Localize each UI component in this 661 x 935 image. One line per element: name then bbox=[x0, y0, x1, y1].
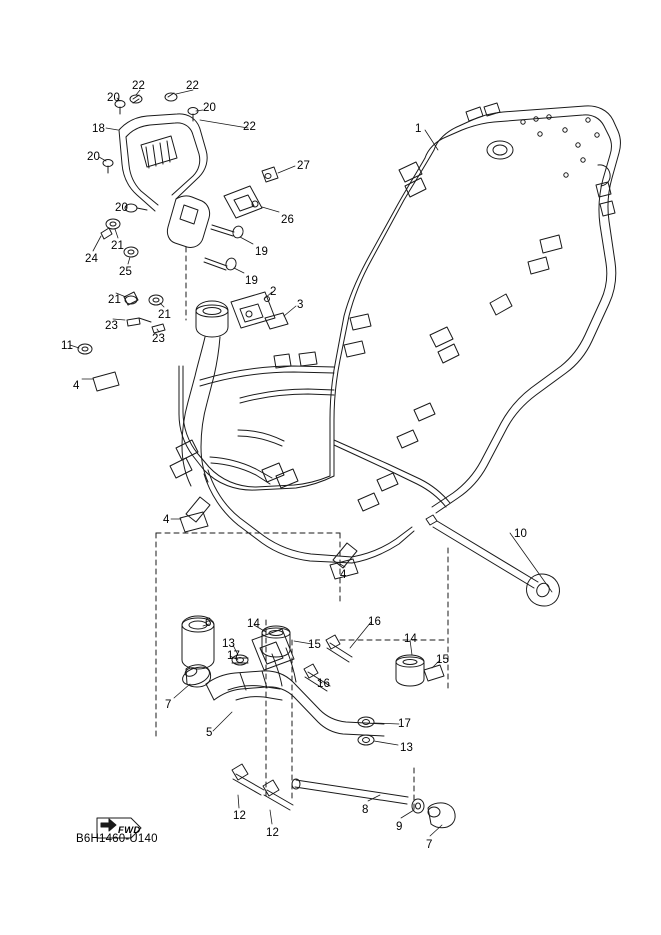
callout-number: 16 bbox=[317, 678, 330, 690]
callout-number: 10 bbox=[514, 528, 527, 540]
callout-number: 7 bbox=[426, 839, 433, 851]
callout-number: 25 bbox=[119, 266, 132, 278]
fwd-direction-label: FWD bbox=[118, 825, 141, 836]
callout-number: 19 bbox=[245, 275, 258, 287]
callout-number: 23 bbox=[105, 320, 118, 332]
callout-number: 18 bbox=[92, 123, 105, 135]
callout-number: 21 bbox=[111, 240, 124, 252]
callout-number: 5 bbox=[206, 727, 213, 739]
callout-number: 9 bbox=[396, 821, 403, 833]
callout-number: 4 bbox=[163, 514, 170, 526]
main-frame-outline bbox=[179, 103, 620, 563]
callout-number: 15 bbox=[308, 639, 321, 651]
callout-number: 22 bbox=[132, 80, 145, 92]
callout-number: 12 bbox=[266, 827, 279, 839]
callout-number: 14 bbox=[247, 618, 260, 630]
callout-number: 20 bbox=[107, 92, 120, 104]
callout-number: 22 bbox=[186, 80, 199, 92]
callout-number: 20 bbox=[203, 102, 216, 114]
callout-number: 12 bbox=[233, 810, 246, 822]
callout-number: 20 bbox=[87, 151, 100, 163]
callout-number: 7 bbox=[165, 699, 172, 711]
callout-number: 1 bbox=[415, 123, 422, 135]
callout-number: 19 bbox=[255, 246, 268, 258]
callout-number: 13 bbox=[400, 742, 413, 754]
long-bolt-10 bbox=[426, 515, 559, 606]
callout-number: 4 bbox=[73, 380, 80, 392]
callout-number: 22 bbox=[243, 121, 256, 133]
callout-number: 3 bbox=[297, 299, 304, 311]
diagram-part-code: B6H1460-U140 bbox=[76, 833, 158, 845]
callout-number: 26 bbox=[281, 214, 294, 226]
callout-number: 8 bbox=[362, 804, 369, 816]
callout-number: 16 bbox=[368, 616, 381, 628]
steering-head-assembly bbox=[78, 292, 358, 579]
callout-number: 24 bbox=[85, 253, 98, 265]
callout-number: 27 bbox=[297, 160, 310, 172]
callout-number: 17 bbox=[398, 718, 411, 730]
callout-number: 23 bbox=[152, 333, 165, 345]
callout-number: 21 bbox=[108, 294, 121, 306]
callout-number: 15 bbox=[436, 654, 449, 666]
callout-number: 4 bbox=[340, 569, 347, 581]
callout-number: 21 bbox=[158, 309, 171, 321]
callout-number: 13 bbox=[222, 638, 235, 650]
callout-number: 2 bbox=[270, 286, 277, 298]
callout-number: 11 bbox=[61, 340, 74, 352]
callout-number: 20 bbox=[115, 202, 128, 214]
callout-number: 6 bbox=[205, 617, 212, 629]
swingarm-assembly bbox=[156, 533, 455, 828]
callout-number: 14 bbox=[404, 633, 417, 645]
callout-number: 17 bbox=[227, 650, 240, 662]
